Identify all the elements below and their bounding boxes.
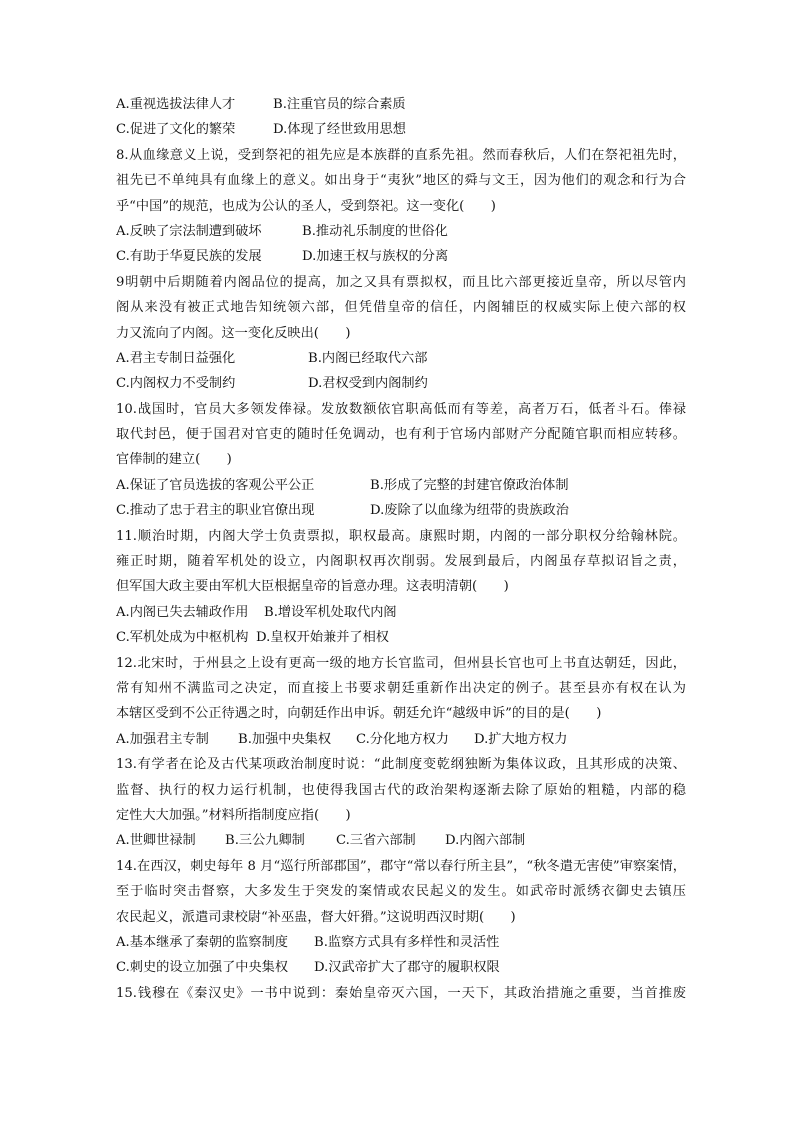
q9-option-d[interactable]: D.君权受到内阁制约 <box>308 376 428 392</box>
q13-stem-line-3: 定性大大加强。”材料所指制度应指( ) <box>116 807 351 823</box>
q14-option-c[interactable]: C.刺史的设立加强了中央集权 <box>116 960 289 976</box>
q14-option-b[interactable]: B.监察方式具有多样性和灵活性 <box>314 934 500 950</box>
q9-option-c[interactable]: C.内阁权力不受制约 <box>116 376 236 392</box>
q8-option-b[interactable]: B.推动礼乐制度的世俗化 <box>302 223 448 239</box>
q11-option-b[interactable]: B.增设军机处取代内阁 <box>264 604 397 620</box>
q12-stem-line-3: 本辖区受到不公正待遇之时，向朝廷作出申诉。朝廷允许“越级申诉”的目的是( ) <box>116 706 602 722</box>
q14-options-row-1 <box>116 930 686 955</box>
q9-stem-line-3: 力又流向了内阁。这一变化反映出( ) <box>116 325 351 341</box>
q11-options-row-2 <box>116 625 686 650</box>
q8-option-d[interactable]: D.加速王权与族权的分离 <box>302 249 449 265</box>
q8-stem-line-2: 祖先已不单纯具有血缘上的意义。如出身于“夷狄”地区的舜与文王，因为他们的观念和行为合 <box>116 173 686 189</box>
q10-options-row-1 <box>116 473 686 498</box>
q9-option-b[interactable]: B.内阁已经取代六部 <box>308 350 428 366</box>
q10-option-d[interactable]: D.废除了以血缘为纽带的贵族政治 <box>370 503 569 519</box>
q11-stem-line-2: 雍正时期，随着军机处的设立，内阁职权再次削弱。发展到最后，内阁虽存草拟诏旨之责， <box>116 554 686 570</box>
q7-option-b[interactable]: B.注重官员的综合素质 <box>273 97 406 112</box>
q8-stem-line-3: 乎“中国”的规范，也成为公认的圣人，受到祭祀。这一变化( ) <box>116 198 496 214</box>
q7-options-row-1 <box>116 92 686 117</box>
q13-stem-line-2: 监督、执行的权力运行机制，也使得我国古代的政治架构逐渐去除了原始的粗糙，内部的稳 <box>116 782 686 798</box>
q12-option-b[interactable]: B.加强中央集权 <box>238 731 332 747</box>
q8-option-c[interactable]: C.有助于华夏民族的发展 <box>116 249 262 265</box>
q9-stem-line-1: 9明朝中后期随着内阁品位的提高，加之又具有票拟权，而且比六部更接近皇帝，所以尽管内 <box>116 274 686 290</box>
q13-option-a[interactable]: A.世卿世禄制 <box>116 833 196 849</box>
q12-options-row <box>116 727 686 752</box>
q10-option-b[interactable]: B.形成了完整的封建官僚政治体制 <box>370 477 569 493</box>
q7-option-c[interactable]: C.促进了文化的繁荣 <box>116 122 236 138</box>
q14-option-a[interactable]: A.基本继承了秦朝的监察制度 <box>116 934 288 950</box>
q7-option-a[interactable]: A.重视选拔法律人才 <box>116 97 236 112</box>
q11-stem-line-3: 但军国大政主要由军机大臣根据皇帝的旨意办理。这表明清朝( ) <box>116 579 509 595</box>
q10-stem-line-1: 10.战国时，官员大多领发俸禄。发放数额依官职高低而有等差，高者万石，低者斗石。俸禄 <box>116 401 686 417</box>
q13-stem-line-1: 13.有学者在论及古代某项政治制度时说：“此制度变乾纲独断为集体议政，且其形成的决策、 <box>116 757 686 773</box>
q14-stem-line-3: 农民起义，派遣司隶校尉“补巫蛊，督大奸猾。”这说明西汉时期( ) <box>116 909 516 925</box>
question-content <box>116 92 686 1006</box>
q8-stem-line-1: 8.从血缘意义上说，受到祭祀的祖先应是本族群的直系先祖。然而春秋后，人们在祭祀祖先时， <box>116 147 686 163</box>
q14-options-row-2 <box>116 955 686 980</box>
q10-option-c[interactable]: C.推动了忠于君主的职业官僚出现 <box>116 503 315 519</box>
q14-stem-line-2: 至于临时突击督察，大多发生于突发的案情或农民起义的发生。如武帝时派绣衣御史去镇压 <box>116 884 686 900</box>
q8-options-row-2 <box>116 244 686 269</box>
q13-option-b[interactable]: B.三公九卿制 <box>225 833 305 849</box>
q10-stem-line-3: 官俸制的建立( ) <box>116 452 232 468</box>
q12-stem-line-1: 12.北宋时，于州县之上设有更高一级的地方长官监司，但州县长官也可上书直达朝廷，因此， <box>116 655 686 671</box>
q13-option-d[interactable]: D.内阁六部制 <box>445 833 526 849</box>
q10-stem-line-2: 取代封邑，便于国君对官吏的随时任免调动，也有利于官场内部财产分配随官职而相应转移。 <box>116 427 686 443</box>
q12-option-d[interactable]: D.扩大地方权力 <box>474 731 568 747</box>
q9-options-row-1 <box>116 346 686 371</box>
q12-stem-line-2: 常有知州不满监司之决定，而直接上书要求朝廷重新作出决定的例子。甚至县亦有权在认为 <box>116 680 686 696</box>
q7-options-row-2 <box>116 117 686 142</box>
q8-option-a[interactable]: A.反映了宗法制遭到破坏 <box>116 223 262 239</box>
q9-options-row-2 <box>116 371 686 396</box>
q8-options-row-1 <box>116 219 686 244</box>
q10-option-a[interactable]: A.保证了官员选拔的客观公平公正 <box>116 477 315 493</box>
q13-options-row <box>116 828 686 853</box>
q13-option-c[interactable]: C.三省六部制 <box>336 833 416 849</box>
q11-option-d[interactable]: D.皇权开始兼并了相权 <box>256 630 389 646</box>
q14-option-d[interactable]: D.汉武帝扩大了郡守的履职权限 <box>314 960 500 976</box>
q11-options-row-1 <box>116 600 686 625</box>
q11-option-a[interactable]: A.内阁已失去辅政作用 <box>116 604 249 620</box>
q12-option-c[interactable]: C.分化地方权力 <box>356 731 449 747</box>
q15-stem-line-1: 15.钱穆在《秦汉史》一书中说到：秦始皇帝灭六国，一天下，其政治措施之重要，当首推废 <box>116 985 686 1001</box>
q11-option-c[interactable]: C.军机处成为中枢机构 <box>116 630 249 646</box>
q9-option-a[interactable]: A.君主专制日益强化 <box>116 350 236 366</box>
q7-option-d[interactable]: D.体现了经世致用思想 <box>273 122 406 138</box>
q11-stem-line-1: 11.顺治时期，内阁大学士负责票拟，职权最高。康熙时期，内阁的一部分职权分给翰林院。 <box>116 528 686 544</box>
q12-option-a[interactable]: A.加强君主专制 <box>116 731 209 747</box>
q9-stem-line-2: 阁从来没有被正式地告知统领六部，但凭借皇帝的信任，内阁辅臣的权威实际上使六部的权 <box>116 300 686 316</box>
q14-stem-line-1: 14.在西汉，刺史每年 8 月“巡行所部郡国”，郡守“常以春行所主县”，“秋冬遣无害使”审察案情， <box>116 858 686 874</box>
q10-options-row-2 <box>116 498 686 523</box>
